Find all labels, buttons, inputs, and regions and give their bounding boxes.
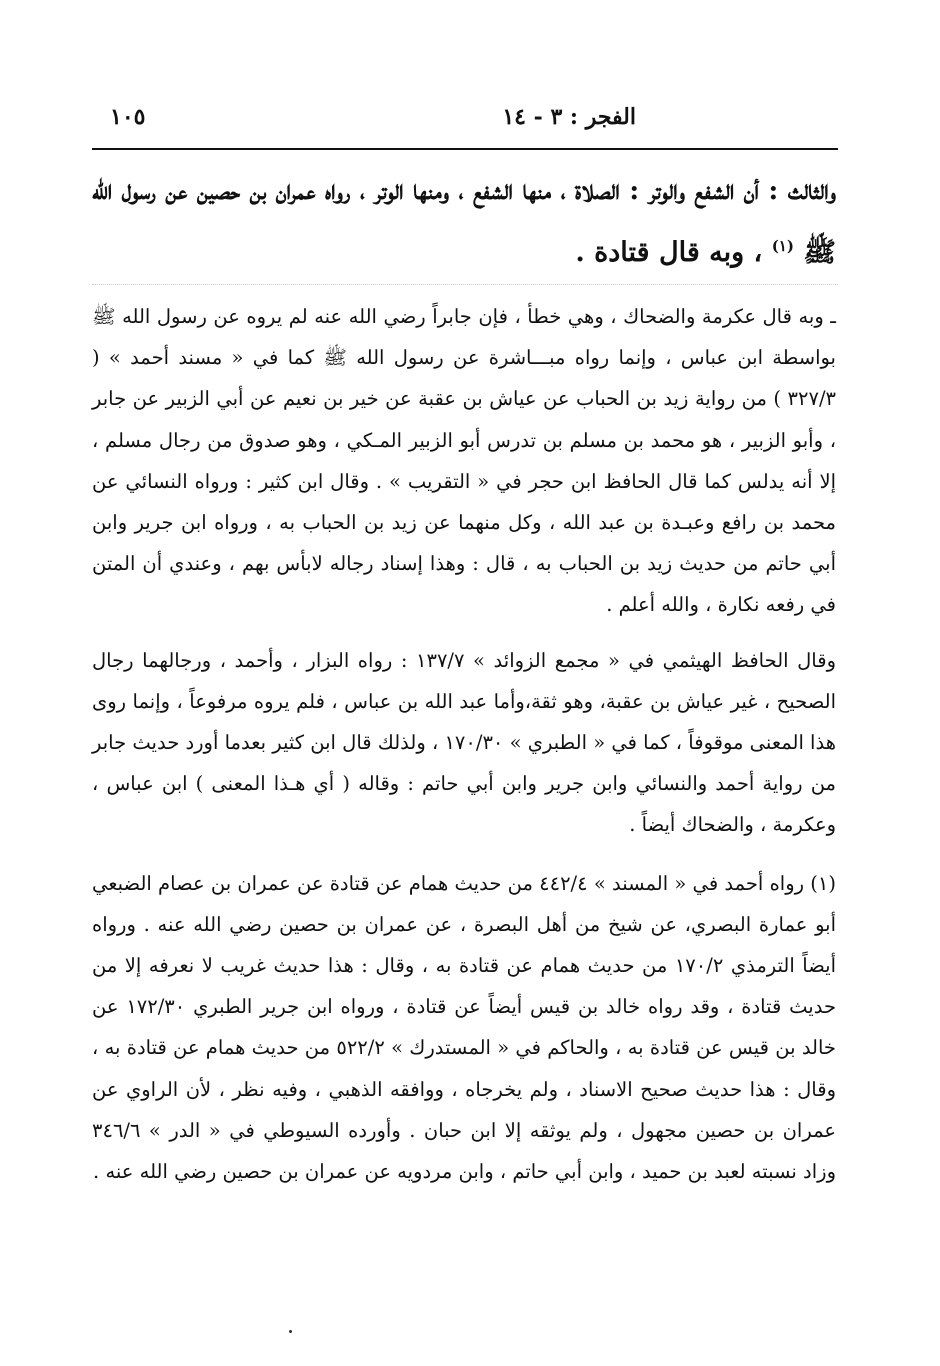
main-text-line2: ، وبه قال قتادة . bbox=[575, 237, 763, 268]
header-rule bbox=[92, 148, 838, 150]
footnote-1: (١) رواه أحمد في « المسند » ٤٤٢/٤ من حديث همام عن قتادة عن عمران بن عصام الضبعي أبو عمارة البصري، عن شيخ من أهل البصرة ، عن عمران بن حصين رضي الله عنه . ورواه أيضاً الترمذي ١٧٠/٢ من حديث همام عن قتادة به ، وقال : هذا حديث غريب لا نعرفه إلا من حديث قتادة ، وقد رواه خالد بن قيس أيضاً عن قتادة ، ورواه ابن جرير الطبري ١٧٢/٣٠ عن خالد بن قيس عن قتادة به ، والحاكم في « المستدرك » ٥٢٢/٢ من حديث همام عن قتادة به ، وقال : هذا حديث صحيح الاسناد ، ولم يخرجاه ، ووافقه الذهبي ، وفيه نظر ، لأن الراوي عن عمران بن حصين مجهول ، ولم يوثقه إلا ابن حبان . وأورده السيوطي في « الدر » ٣٤٦/٦ وزاد نسبته لعبد بن حميد ، وابن أبي حاتم ، وابن مردويه عن عمران بن حصين رضي الله عنه . bbox=[92, 871, 836, 1184]
main-paragraph bbox=[92, 160, 836, 284]
main-text-line1: والثالث : أن الشفع والوتر : الصلاة ، منها الشفع ، ومنها الوتر ، رواه عمران بن حصين عن رسول الله ﷺ bbox=[92, 175, 836, 268]
page-number: ١٠٥ bbox=[110, 104, 146, 130]
scan-speck bbox=[289, 1330, 292, 1333]
running-header bbox=[92, 104, 836, 144]
footnote-marker: (١) bbox=[771, 237, 794, 255]
footnote-haythami-paragraph: وقال الحافظ الهيثمي في « مجمع الزوائد » ١٣٧/٧ : رواه البزار ، وأحمد ، ورجالهما رجال الصحيح ، غير عياش بن عقبة، وهو ثقة،وأما عبد الله بن عباس ، فلم يروه مرفوعاً ، وإنما روى هذا المعنى موقوفاً ، كما في « الطبري » ١٧٠/٣٠ ، ولذلك قال ابن كثير بعدما أورد حديث جابر من رواية أحمد والنسائي وابن جرير وابن أبي حاتم : وقاله ( أي هـذا المعنى ) ابن عباس ، وعكرمة ، والضحاك أيضاً . bbox=[92, 648, 836, 837]
surah-reference: الفجر : ٣ - ١٤ bbox=[502, 104, 636, 130]
footnote-separator bbox=[92, 284, 838, 285]
main-commentary bbox=[92, 160, 836, 284]
footnote-continuation-paragraph: ـ وبه قال عكرمة والضحاك ، وهي خطأ ، فإن جابراً رضي الله عنه لم يروه عن رسول الله ﷺ بواسطة ابن عباس ، وإنما رواه مبـــاشرة عن رسول الله ﷺ كما في « مسند أحمد » ( ٣٢٧/٣ ) من رواية زيد بن الحباب عن عياش بن عقبة عن خير بن نعيم عن أبي الزبير عن جابر ، وأبو الزبير ، هو محمد بن مسلم بن تدرس أبو الزبير المـكي ، وهو صدوق من رجال مسلم ، إلا أنه يدلس كما قال الحافظ ابن حجر في « التقريب » . وقال ابن كثير : ورواه النسائي عن محمد بن رافع وعبـدة بن عبد الله ، وكل منهما عن زيد بن الحباب به ، ورواه ابن جرير وابن أبي حاتم من حديث زيد بن الحباب به ، قال : وهذا إسناد رجاله لابأس بهم ، وعندي أن المتن في رفعه نكارة ، والله أعلم . bbox=[92, 305, 836, 617]
footnotes-section bbox=[92, 296, 836, 1192]
